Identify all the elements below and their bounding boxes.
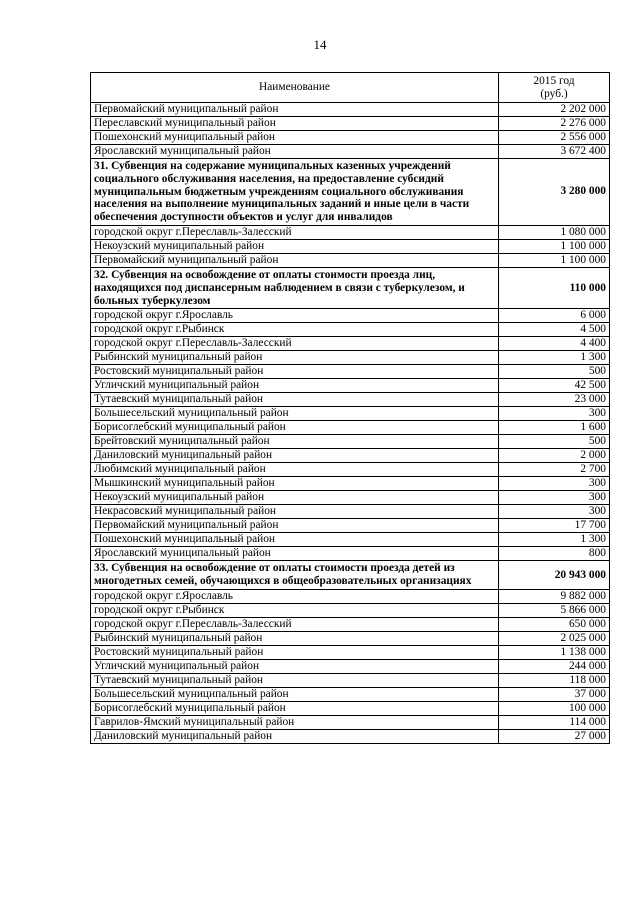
table-row [91, 533, 610, 547]
row-value: 5 866 000 [499, 603, 610, 617]
row-name: Переславский муниципальный район [91, 117, 499, 131]
row-name: Некрасовский муниципальный район [91, 505, 499, 519]
row-value: 2 000 [499, 449, 610, 463]
row-value: 100 000 [499, 701, 610, 715]
row-value: 500 [499, 435, 610, 449]
row-value: 2 202 000 [499, 103, 610, 117]
row-name: городской округ г.Ярославль [91, 309, 499, 323]
row-name: Ярославский муниципальный район [91, 547, 499, 561]
section-total: 110 000 [499, 267, 610, 308]
row-value: 4 400 [499, 337, 610, 351]
row-name: Борисоглебский муниципальный район [91, 701, 499, 715]
section-title: 33. Субвенция на освобождение от оплаты стоимости проезда детей из многодетных семей, обучающихся в общеобразовательных организациях [91, 561, 499, 590]
row-value: 1 100 000 [499, 239, 610, 253]
table-row [91, 103, 610, 117]
row-name: Пошехонский муниципальный район [91, 533, 499, 547]
row-name: Некоузский муниципальный район [91, 239, 499, 253]
table-row [91, 323, 610, 337]
row-value: 1 300 [499, 351, 610, 365]
row-name: Даниловский муниципальный район [91, 449, 499, 463]
table-row [91, 645, 610, 659]
row-value: 1 100 000 [499, 253, 610, 267]
table-row [91, 145, 610, 159]
table-row [91, 407, 610, 421]
table-row [91, 225, 610, 239]
section-row [91, 561, 610, 590]
table-row [91, 379, 610, 393]
table-row [91, 491, 610, 505]
section-row [91, 159, 610, 226]
section-total: 3 280 000 [499, 159, 610, 226]
budget-table [90, 72, 610, 744]
table-row [91, 603, 610, 617]
table-row [91, 589, 610, 603]
table-row [91, 729, 610, 743]
row-value: 1 138 000 [499, 645, 610, 659]
table-row [91, 463, 610, 477]
table-row [91, 547, 610, 561]
row-name: Пошехонский муниципальный район [91, 131, 499, 145]
row-name: Гаврилов-Ямский муниципальный район [91, 715, 499, 729]
table-row [91, 365, 610, 379]
table-row [91, 239, 610, 253]
table-row [91, 687, 610, 701]
row-name: городской округ г.Ярославль [91, 589, 499, 603]
row-name: Большесельский муниципальный район [91, 407, 499, 421]
table-row [91, 519, 610, 533]
row-value: 2 025 000 [499, 631, 610, 645]
row-value: 2 700 [499, 463, 610, 477]
row-name: Брейтовский муниципальный район [91, 435, 499, 449]
header-year-unit: (руб.) [540, 87, 568, 100]
table-row [91, 617, 610, 631]
row-value: 244 000 [499, 659, 610, 673]
row-name: городской округ г.Рыбинск [91, 603, 499, 617]
row-value: 650 000 [499, 617, 610, 631]
table-header-row [91, 73, 610, 103]
table-row [91, 673, 610, 687]
table-row [91, 117, 610, 131]
table-row [91, 701, 610, 715]
row-name: Рыбинский муниципальный район [91, 351, 499, 365]
row-value: 23 000 [499, 393, 610, 407]
row-name: Большесельский муниципальный район [91, 687, 499, 701]
header-name: Наименование [91, 73, 499, 103]
row-name: Некоузский муниципальный район [91, 491, 499, 505]
row-value: 9 882 000 [499, 589, 610, 603]
row-value: 300 [499, 505, 610, 519]
table-row [91, 659, 610, 673]
section-total: 20 943 000 [499, 561, 610, 590]
row-value: 800 [499, 547, 610, 561]
header-year-label: 2015 год [533, 74, 575, 87]
row-value: 27 000 [499, 729, 610, 743]
row-value: 42 500 [499, 379, 610, 393]
row-name: Рыбинский муниципальный район [91, 631, 499, 645]
row-name: Угличский муниципальный район [91, 379, 499, 393]
row-value: 2 556 000 [499, 131, 610, 145]
row-name: Любимский муниципальный район [91, 463, 499, 477]
section-title: 32. Субвенция на освобождение от оплаты стоимости проезда лиц, находящихся под диспансерным наблюдением в связи с туберкулезом, и больных туберкулезом [91, 267, 499, 308]
table-row [91, 337, 610, 351]
row-value: 114 000 [499, 715, 610, 729]
row-name: Первомайский муниципальный район [91, 519, 499, 533]
row-value: 17 700 [499, 519, 610, 533]
table-row [91, 505, 610, 519]
page-number: 14 [313, 37, 327, 52]
header-year [499, 73, 610, 103]
row-value: 4 500 [499, 323, 610, 337]
row-value: 1 300 [499, 533, 610, 547]
row-name: Мышкинский муниципальный район [91, 477, 499, 491]
row-value: 1 600 [499, 421, 610, 435]
row-name: Тутаевский муниципальный район [91, 673, 499, 687]
row-name: Ростовский муниципальный район [91, 365, 499, 379]
row-value: 300 [499, 477, 610, 491]
row-name: Первомайский муниципальный район [91, 103, 499, 117]
table-row [91, 477, 610, 491]
section-title: 31. Субвенция на содержание муниципальных казенных учреждений социального обслуживания населения, на предоставление субсидий муниципальным бюджетным учреждениям социального обслуживания населения на выполнение муниципальных заданий и иные цели в части обеспечения доступности объектов и услуг для инвалидов [91, 159, 499, 226]
row-name: городской округ г.Переславль-Залесский [91, 617, 499, 631]
table-row [91, 715, 610, 729]
table-row [91, 631, 610, 645]
row-value: 300 [499, 491, 610, 505]
row-name: Тутаевский муниципальный район [91, 393, 499, 407]
table-row [91, 449, 610, 463]
table-row [91, 253, 610, 267]
table-row [91, 309, 610, 323]
row-value: 6 000 [499, 309, 610, 323]
row-name: Даниловский муниципальный район [91, 729, 499, 743]
section-row [91, 267, 610, 308]
row-name: городской округ г.Переславль-Залесский [91, 225, 499, 239]
row-value: 3 672 400 [499, 145, 610, 159]
table-row [91, 421, 610, 435]
row-name: Первомайский муниципальный район [91, 253, 499, 267]
table-row [91, 351, 610, 365]
row-name: городской округ г.Рыбинск [91, 323, 499, 337]
table-row [91, 131, 610, 145]
row-name: Ярославский муниципальный район [91, 145, 499, 159]
table-row [91, 435, 610, 449]
row-value: 2 276 000 [499, 117, 610, 131]
row-value: 37 000 [499, 687, 610, 701]
table-body [91, 103, 610, 744]
row-value: 118 000 [499, 673, 610, 687]
row-value: 300 [499, 407, 610, 421]
row-value: 1 080 000 [499, 225, 610, 239]
row-name: Борисоглебский муниципальный район [91, 421, 499, 435]
table-row [91, 393, 610, 407]
row-name: городской округ г.Переславль-Залесский [91, 337, 499, 351]
row-name: Ростовский муниципальный район [91, 645, 499, 659]
row-value: 500 [499, 365, 610, 379]
row-name: Угличский муниципальный район [91, 659, 499, 673]
